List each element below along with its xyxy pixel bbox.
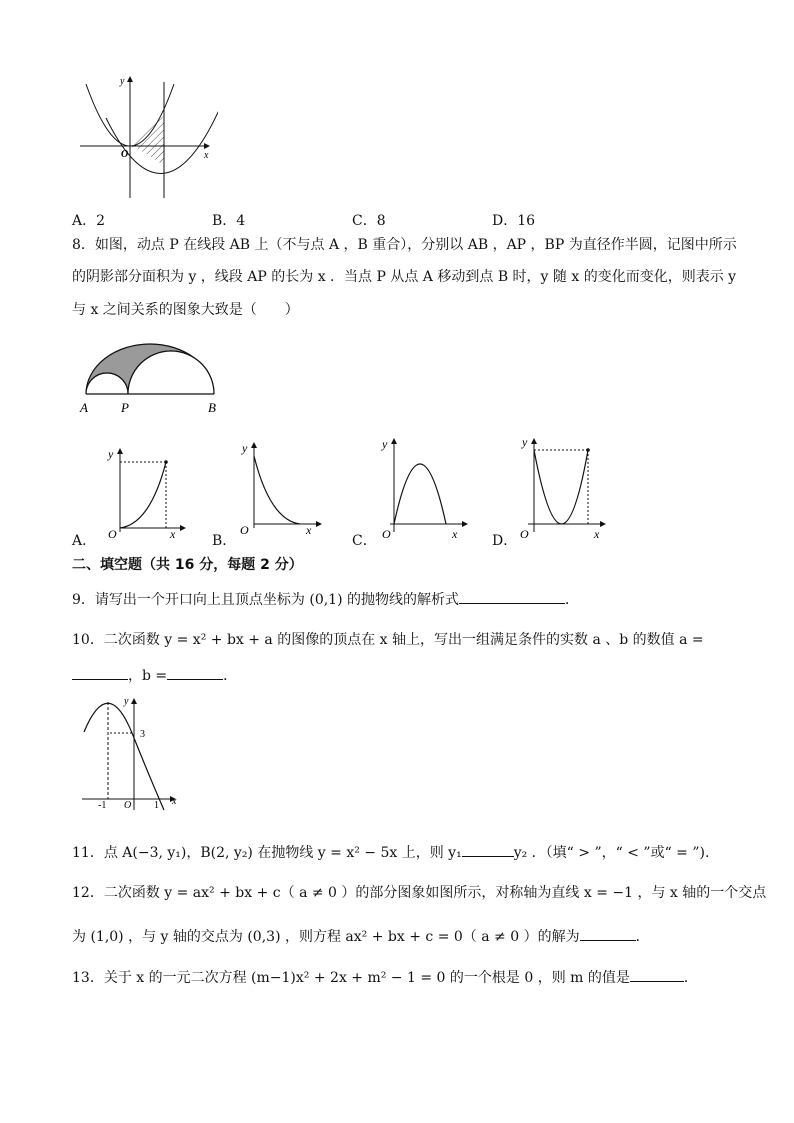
q12-parabola-figure [80,694,182,812]
q8-graph-b-x-label: x [306,523,312,536]
q12-origin-label: O [124,800,132,811]
q8-graph-b-y-label: y [242,441,248,455]
q8-label-b: B [208,400,216,415]
q12-label-neg1: -1 [98,800,107,811]
q12-x-label: x [172,796,177,807]
q8-graph-c-y-label: y [382,437,388,451]
q9-end: ． [565,592,579,608]
q7-shaded-region [130,116,164,166]
q8-graph-c-o-label: O [382,527,391,540]
q8-graph-a-o-label: O [108,527,117,540]
q8-graph-d-y-label: y [522,435,528,449]
q13 [72,967,698,987]
q8-option-b-letter: B． [212,533,237,549]
q12-line-2-text: 为 (1,0) ，与 y 轴的交点为 (0,3) ，则方程 ax² + bx + c = 0（ a ≠ 0 ）的解为 [72,929,580,945]
q13-end: ． [683,970,698,986]
q8-option-d-letter: D． [492,533,518,549]
q8-graph-c-curve [394,464,446,524]
q7-option-a [72,210,105,230]
q13-text: 13．关于 x 的一元二次方程 (m−1)x² + 2x + m² − 1 = 0 的一个根是 0 ，则 m 的值是 [72,970,630,986]
q12-y-label: y [124,696,129,707]
q11-end: y₂ ．（填“ > ”，“ < ”或“ = ”). [513,845,710,861]
q7-option-c-letter: C． [352,213,377,229]
q10-a-blank[interactable] [72,665,128,680]
q12-label-3: 3 [140,729,145,740]
q8-label-p: P [121,400,129,415]
q7-option-d-value: 16 [517,213,536,229]
q10-line-1: 10．二次函数 y = x² + bx + a 的图像的顶点在 x 轴上，写出一组满足条件的实数 a 、b 的数值 a = [72,632,704,648]
q8-graph-c-x-label: x [452,527,458,540]
q11-blank[interactable] [462,842,514,857]
q8-graph-d [514,432,610,540]
q7-option-a-letter: A． [72,213,97,229]
q8-graph-d-o-label: O [520,527,529,540]
q12-blank[interactable] [580,926,636,941]
q8-option-a-letter: A． [72,533,97,549]
q8-graph-b-curve [254,456,300,524]
q12-line-1: 12．二次函数 y = ax² + bx + c（ a ≠ 0 ）的部分图象如图所示，对称轴为直线 x = −1 ，与 x 轴的一个交点 [72,885,767,901]
q12-parabola-curve [84,703,164,810]
q8-graph-a-y-label: y [108,447,114,461]
section-2-title: 二、填空题（共 16 分，每题 2 分） [72,557,303,573]
q7-option-d-letter: D． [492,213,518,229]
q7-y-label: y [120,76,125,87]
q13-blank[interactable] [630,967,684,982]
q7-option-c [352,210,386,230]
q8-graph-b-o-label: O [240,523,249,536]
q10-b-prefix: ，b = [128,668,168,684]
q12-end: ． [635,929,650,945]
q10-b-blank[interactable] [167,665,223,680]
q10-end: ． [223,668,238,684]
q8-graph-c [376,432,472,540]
q7-x-label: x [204,150,209,161]
q9-text: 9．请写出一个开口向上且顶点坐标为 (0,1) 的抛物线的解析式 [72,592,459,608]
q7-option-b-value: 4 [236,213,246,229]
q7-option-b [212,210,245,230]
q8-line-1: 8．如图，动点 P 在线段 AB 上（不与点 A ，B 重合），分别以 AB ，AP ，BP 为直径作半圆，记图中所示 [72,237,737,253]
q8-semicircle-figure [76,332,226,416]
q11 [72,842,709,862]
q9-answer-blank[interactable] [459,589,565,604]
q9 [72,589,579,609]
q8-graph-d-x-label: x [594,527,600,540]
q7-option-d [492,210,535,230]
q8-line-2: 的阴影部分面积为 y ，线段 AP 的长为 x ．当点 P 从点 A 移动到点 B 时，y 随 x 的变化而变化，则表示 y [72,269,737,285]
q7-origin-label: O [121,149,129,160]
q7-option-b-letter: B． [212,213,237,229]
q8-line-3: 与 x 之间关系的图象大致是（ ） [72,302,299,318]
q7-figure [78,74,218,200]
q8-graph-d-curve [534,450,588,524]
q11-start: 11．点 A(−3, y₁)，B(2, y₂) 在抛物线 y = x² − 5x 上，则 y₁ [72,845,462,861]
q8-graph-a-x-label: x [170,527,176,540]
q8-graph-a [100,442,190,540]
q8-label-a: A [80,400,88,415]
q8-option-c-letter: C． [352,533,377,549]
q8-graph-a-curve [120,462,166,528]
q10-line-2 [72,665,237,685]
q8-graph-b [236,436,326,536]
q12-line-2 [72,926,650,946]
q7-option-c-value: 8 [376,213,386,229]
q7-option-a-value: 2 [96,213,106,229]
q12-label-1: 1 [154,800,159,811]
